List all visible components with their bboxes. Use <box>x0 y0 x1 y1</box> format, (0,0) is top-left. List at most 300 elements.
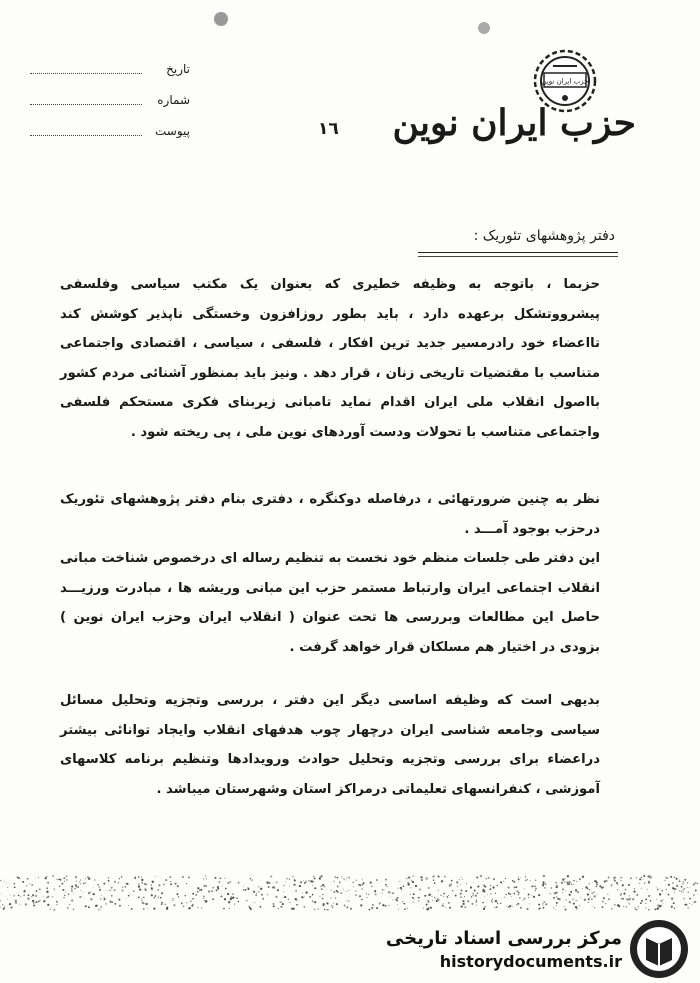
noise-dot <box>655 908 657 910</box>
noise-dot <box>47 904 49 906</box>
noise-dot <box>323 886 325 888</box>
noise-dot <box>506 894 507 895</box>
noise-dot <box>243 889 245 891</box>
noise-dot <box>337 877 338 878</box>
noise-dot <box>14 883 16 885</box>
noise-dot <box>322 884 324 886</box>
noise-dot <box>212 887 214 889</box>
noise-dot <box>73 893 74 894</box>
noise-dot <box>100 908 101 909</box>
noise-dot <box>289 886 290 887</box>
noise-dot <box>66 879 68 881</box>
noise-dot <box>4 906 5 907</box>
noise-dot <box>57 879 58 880</box>
noise-dot <box>639 883 640 884</box>
noise-dot <box>141 900 142 901</box>
noise-dot <box>309 896 311 898</box>
noise-dot <box>577 891 579 893</box>
noise-dot <box>685 904 687 906</box>
noise-dot <box>324 909 326 911</box>
noise-dot <box>518 878 520 880</box>
noise-dot <box>434 897 435 898</box>
noise-dot <box>571 884 572 885</box>
noise-dot <box>192 898 194 900</box>
noise-dot <box>403 885 405 887</box>
noise-dot <box>607 894 608 895</box>
noise-dot <box>222 885 223 886</box>
noise-dot <box>64 881 65 882</box>
noise-dot <box>538 894 540 896</box>
noise-dot <box>448 895 449 896</box>
noise-dot <box>10 895 11 896</box>
noise-dot <box>564 906 565 907</box>
noise-dot <box>635 909 637 911</box>
noise-dot <box>197 891 199 893</box>
noise-dot <box>404 908 406 910</box>
noise-dot <box>465 906 466 907</box>
noise-dot <box>527 879 528 880</box>
noise-dot <box>464 896 465 897</box>
noise-dot <box>634 907 635 908</box>
noise-dot <box>543 875 545 877</box>
noise-dot <box>192 893 194 895</box>
noise-dot <box>175 883 177 885</box>
noise-dot <box>580 897 581 898</box>
noise-dot <box>687 887 688 888</box>
noise-dot <box>666 877 668 879</box>
noise-dot <box>473 893 475 895</box>
noise-dot <box>260 888 262 890</box>
noise-dot <box>186 883 187 884</box>
noise-dot <box>491 900 493 902</box>
noise-dot <box>305 880 307 882</box>
noise-dot <box>249 907 251 909</box>
noise-dot <box>538 904 540 906</box>
noise-dot <box>443 896 444 897</box>
noise-dot <box>31 896 32 897</box>
noise-dot <box>496 906 498 908</box>
noise-dot <box>262 898 264 900</box>
noise-dot <box>347 900 348 901</box>
noise-dot <box>169 876 171 878</box>
noise-dot <box>447 896 449 898</box>
noise-dot <box>178 896 179 897</box>
noise-dot <box>503 881 504 882</box>
noise-dot <box>623 906 624 907</box>
noise-dot <box>62 890 63 891</box>
noise-dot <box>438 875 440 877</box>
noise-dot <box>331 905 333 907</box>
noise-dot <box>39 900 40 901</box>
noise-dot <box>320 886 322 888</box>
noise-dot <box>228 901 230 903</box>
noise-dot <box>141 877 142 878</box>
noise-dot <box>471 896 472 897</box>
noise-dot <box>246 900 248 902</box>
noise-dot <box>203 898 204 899</box>
noise-dot <box>19 904 20 905</box>
noise-dot <box>152 881 154 883</box>
noise-dot <box>628 884 630 886</box>
noise-dot <box>522 900 523 901</box>
noise-dot <box>420 876 422 878</box>
noise-dot <box>0 880 1 881</box>
noise-dot <box>138 885 140 887</box>
noise-dot <box>592 906 593 907</box>
noise-dot <box>515 886 517 888</box>
noise-dot <box>665 889 667 891</box>
noise-dot <box>118 882 119 883</box>
noise-dot <box>693 883 695 885</box>
noise-dot <box>506 906 507 907</box>
noise-dot <box>256 893 257 894</box>
heading-underline <box>418 256 618 257</box>
paragraph: حزبما ، باتوجه به وظیفه خطیری که بعنوان یک مکتب سیاسی وفلسفی پیشرووتشکل برعهده دارد ، باید بطور روزافزون وخستگی ناپذیر کوشش کند تااعضاء خود رادرمسیر جدید ترین افکار ، فلسفی ، سیاسی ، اقتصادی واجتماعی متناسب با مقتضیات تاریخی زنان ، قرار دهد . ونیز باید بمنظور آشنائی مردم کشور بااصول انقلاب ملی ایران اقدام نماید تامبانی زیربنای فکری مستحکم فلسفی واجتماعی متناسب با تحولات ودست آوردهای نوین ملی ، پی ریخته شود . <box>60 277 600 440</box>
noise-dot <box>475 895 477 897</box>
noise-dot <box>160 897 162 899</box>
noise-dot <box>188 908 189 909</box>
noise-dot <box>636 877 637 878</box>
noise-dot <box>230 898 232 900</box>
noise-dot <box>645 898 647 900</box>
noise-dot <box>566 899 567 900</box>
noise-dot <box>473 882 474 883</box>
noise-dot <box>267 894 268 895</box>
noise-dot <box>450 883 452 885</box>
noise-dot <box>27 894 29 896</box>
noise-dot <box>382 904 384 906</box>
noise-dot <box>79 881 80 882</box>
noise-dot <box>477 886 479 888</box>
noise-dot <box>199 889 201 891</box>
noise-dot <box>411 880 412 881</box>
noise-dot <box>217 888 219 890</box>
noise-dot <box>115 903 117 905</box>
noise-dot <box>596 894 597 895</box>
noise-dot <box>201 907 202 908</box>
noise-dot <box>141 898 142 899</box>
noise-dot <box>471 903 473 905</box>
noise-dot <box>650 900 652 902</box>
noise-dot <box>648 909 650 911</box>
noise-dot <box>39 888 41 890</box>
noise-dot <box>170 883 172 885</box>
noise-dot <box>497 885 498 886</box>
noise-dot <box>349 900 350 901</box>
noise-dot <box>322 898 324 900</box>
noise-dot <box>689 898 691 900</box>
noise-dot <box>122 890 124 892</box>
noise-dot <box>403 903 405 905</box>
noise-dot <box>161 892 163 894</box>
noise-dot <box>492 902 493 903</box>
noise-dot <box>374 891 376 893</box>
noise-dot <box>206 885 207 886</box>
noise-dot <box>664 880 665 881</box>
noise-dot <box>485 906 486 907</box>
noise-dot <box>203 878 204 879</box>
noise-dot <box>682 883 684 885</box>
noise-dot <box>419 889 421 891</box>
noise-dot <box>622 884 624 886</box>
noise-dot <box>397 904 398 905</box>
noise-dot <box>29 883 30 884</box>
noise-dot <box>135 876 136 877</box>
noise-dot <box>626 906 627 907</box>
noise-dot <box>83 883 84 884</box>
noise-dot <box>289 902 290 903</box>
noise-dot <box>147 908 148 909</box>
noise-dot <box>659 893 661 895</box>
noise-dot <box>457 886 458 887</box>
noise-dot <box>67 907 69 909</box>
noise-dot <box>684 879 686 881</box>
noise-dot <box>17 877 19 879</box>
noise-dot <box>125 883 126 884</box>
noise-dot <box>596 883 598 885</box>
noise-dot <box>346 906 348 908</box>
noise-dot <box>684 904 685 905</box>
noise-dot <box>670 876 672 878</box>
noise-dot <box>556 902 558 904</box>
noise-dot <box>303 880 304 881</box>
noise-dot <box>455 895 457 897</box>
noise-dot <box>421 879 423 881</box>
noise-dot <box>564 878 565 879</box>
noise-dot <box>596 886 598 888</box>
noise-dot <box>157 889 159 891</box>
noise-dot <box>513 886 515 888</box>
noise-dot <box>83 892 84 893</box>
noise-dot <box>603 897 605 899</box>
noise-dot <box>69 904 70 905</box>
noise-dot <box>396 897 398 899</box>
noise-dot <box>376 907 378 909</box>
noise-dot <box>93 893 95 895</box>
noise-dot <box>75 877 76 878</box>
noise-dot <box>203 895 205 897</box>
noise-dot <box>492 886 494 888</box>
noise-dot <box>462 879 463 880</box>
noise-dot <box>355 890 356 891</box>
noise-dot <box>385 879 387 881</box>
noise-dot <box>161 902 163 904</box>
noise-dot <box>238 882 239 883</box>
noise-dot <box>111 895 113 897</box>
noise-dot <box>353 886 354 887</box>
noise-dot <box>562 878 564 880</box>
noise-dot <box>227 882 229 884</box>
noise-dot <box>15 902 17 904</box>
noise-dot <box>594 907 595 908</box>
noise-dot <box>206 879 207 880</box>
noise-dot <box>375 893 377 895</box>
noise-dot <box>370 882 372 884</box>
noise-dot <box>376 879 378 881</box>
noise-dot <box>270 875 272 877</box>
noise-dot <box>97 905 98 906</box>
paragraph: این دفتر طی جلسات منظم خود نخست به تنظیم رساله ای درخصوص شناخت مبانی انقلاب اجتماعی ایران وارتباط مستمر حزب این مبانی وریشه ها ، مبادرت ورزیـــد حاصل این مطالعات وبررسی ها تحت عنوان ( انقلاب ایران وحزب ایران نوین ) بزودی در اختیار هم مسلکان قرار خواهد گرفت . <box>60 551 600 655</box>
noise-dot <box>312 885 313 886</box>
noise-dot <box>361 899 363 901</box>
noise-dot <box>683 898 685 900</box>
noise-dot <box>158 897 159 898</box>
noise-dot <box>272 887 273 888</box>
noise-dot <box>0 900 1 901</box>
noise-dot <box>50 909 51 910</box>
noise-dot <box>358 884 360 886</box>
noise-dot <box>371 886 372 887</box>
noise-dot <box>674 908 675 909</box>
noise-dot <box>620 877 622 879</box>
noise-dot <box>553 907 554 908</box>
noise-dot <box>555 882 557 884</box>
noise-dot <box>433 879 435 881</box>
noise-dot <box>387 886 388 887</box>
noise-dot <box>348 890 349 891</box>
noise-dot <box>87 876 88 877</box>
noise-dot <box>525 880 526 881</box>
noise-dot <box>206 900 208 902</box>
noise-dot <box>273 905 275 907</box>
noise-dot <box>579 878 581 880</box>
noise-dot <box>252 880 253 881</box>
noise-dot <box>477 892 479 894</box>
noise-dot <box>52 896 53 897</box>
noise-dot <box>173 898 174 899</box>
noise-dot <box>542 903 543 904</box>
noise-dot <box>611 884 613 886</box>
noise-dot <box>54 888 55 889</box>
scan-noise-band <box>0 868 700 918</box>
noise-dot <box>674 888 676 890</box>
noise-dot <box>553 897 555 899</box>
noise-dot <box>335 897 336 898</box>
noise-dot <box>62 883 64 885</box>
noise-dot <box>177 893 179 895</box>
noise-dot <box>591 892 593 894</box>
noise-dot <box>280 901 281 902</box>
noise-dot <box>474 890 476 892</box>
noise-dot <box>225 888 227 890</box>
noise-dot <box>183 906 184 907</box>
noise-dot <box>193 898 194 899</box>
noise-dot <box>125 886 127 888</box>
noise-dot <box>674 892 675 893</box>
party-name-heading: حزب ایران نوین <box>392 102 636 144</box>
noise-dot <box>676 878 678 880</box>
noise-dot <box>687 882 688 883</box>
noise-dot <box>674 877 675 878</box>
noise-dot <box>606 880 608 882</box>
noise-dot <box>289 879 290 880</box>
noise-dot <box>444 876 446 878</box>
noise-dot <box>151 884 152 885</box>
noise-dot <box>508 887 510 889</box>
noise-dot <box>550 893 551 894</box>
noise-dot <box>223 908 225 910</box>
noise-dot <box>520 877 521 878</box>
noise-dot <box>85 905 87 907</box>
noise-dot <box>535 888 537 890</box>
noise-dot <box>286 878 288 880</box>
watermark-text-fa: مرکز بررسی اسناد تاریخی <box>385 928 622 949</box>
noise-dot <box>573 884 574 885</box>
noise-dot <box>2 904 3 905</box>
noise-dot <box>679 880 681 882</box>
noise-dot <box>482 891 484 893</box>
noise-dot <box>260 906 262 908</box>
noise-dot <box>418 897 420 899</box>
noise-dot <box>532 895 533 896</box>
noise-dot <box>170 881 171 882</box>
noise-dot <box>590 897 591 898</box>
noise-dot <box>283 897 284 898</box>
noise-dot <box>511 896 512 897</box>
noise-dot <box>236 897 238 899</box>
noise-dot <box>565 890 566 891</box>
noise-dot <box>629 895 630 896</box>
noise-dot <box>186 902 187 903</box>
noise-dot <box>6 883 7 884</box>
noise-dot <box>138 896 140 898</box>
noise-dot <box>500 903 501 904</box>
noise-dot <box>305 891 307 893</box>
noise-dot <box>616 882 618 884</box>
noise-dot <box>31 884 33 886</box>
noise-dot <box>601 886 603 888</box>
noise-dot <box>97 884 99 886</box>
noise-dot <box>63 877 65 879</box>
noise-dot <box>304 906 306 908</box>
noise-dot <box>145 883 147 885</box>
meta-date-field <box>30 62 190 84</box>
noise-dot <box>516 904 517 905</box>
noise-dot <box>132 895 133 896</box>
noise-dot <box>504 897 505 898</box>
noise-dot <box>525 876 526 877</box>
noise-dot <box>172 898 173 899</box>
noise-dot <box>250 878 251 879</box>
noise-dot <box>656 887 657 888</box>
noise-dot <box>495 900 497 902</box>
noise-dot <box>276 882 278 884</box>
noise-dot <box>459 879 460 880</box>
noise-dot <box>181 902 183 904</box>
noise-dot <box>640 889 641 890</box>
noise-dot <box>195 894 197 896</box>
noise-dot <box>68 893 69 894</box>
noise-dot <box>460 896 462 898</box>
noise-dot <box>426 877 428 879</box>
noise-dot <box>234 904 235 905</box>
noise-dot <box>569 901 571 903</box>
noise-dot <box>661 890 663 892</box>
noise-dot <box>683 881 684 882</box>
noise-dot <box>619 894 620 895</box>
noise-dot <box>517 903 519 905</box>
noise-dot <box>599 885 601 887</box>
noise-dot <box>0 907 1 908</box>
noise-dot <box>441 880 443 882</box>
noise-dot <box>7 899 8 900</box>
noise-dot <box>576 907 577 908</box>
noise-dot <box>221 896 223 898</box>
noise-dot <box>71 888 72 889</box>
noise-dot <box>356 880 357 881</box>
noise-dot <box>98 909 99 910</box>
noise-dot <box>625 889 626 890</box>
